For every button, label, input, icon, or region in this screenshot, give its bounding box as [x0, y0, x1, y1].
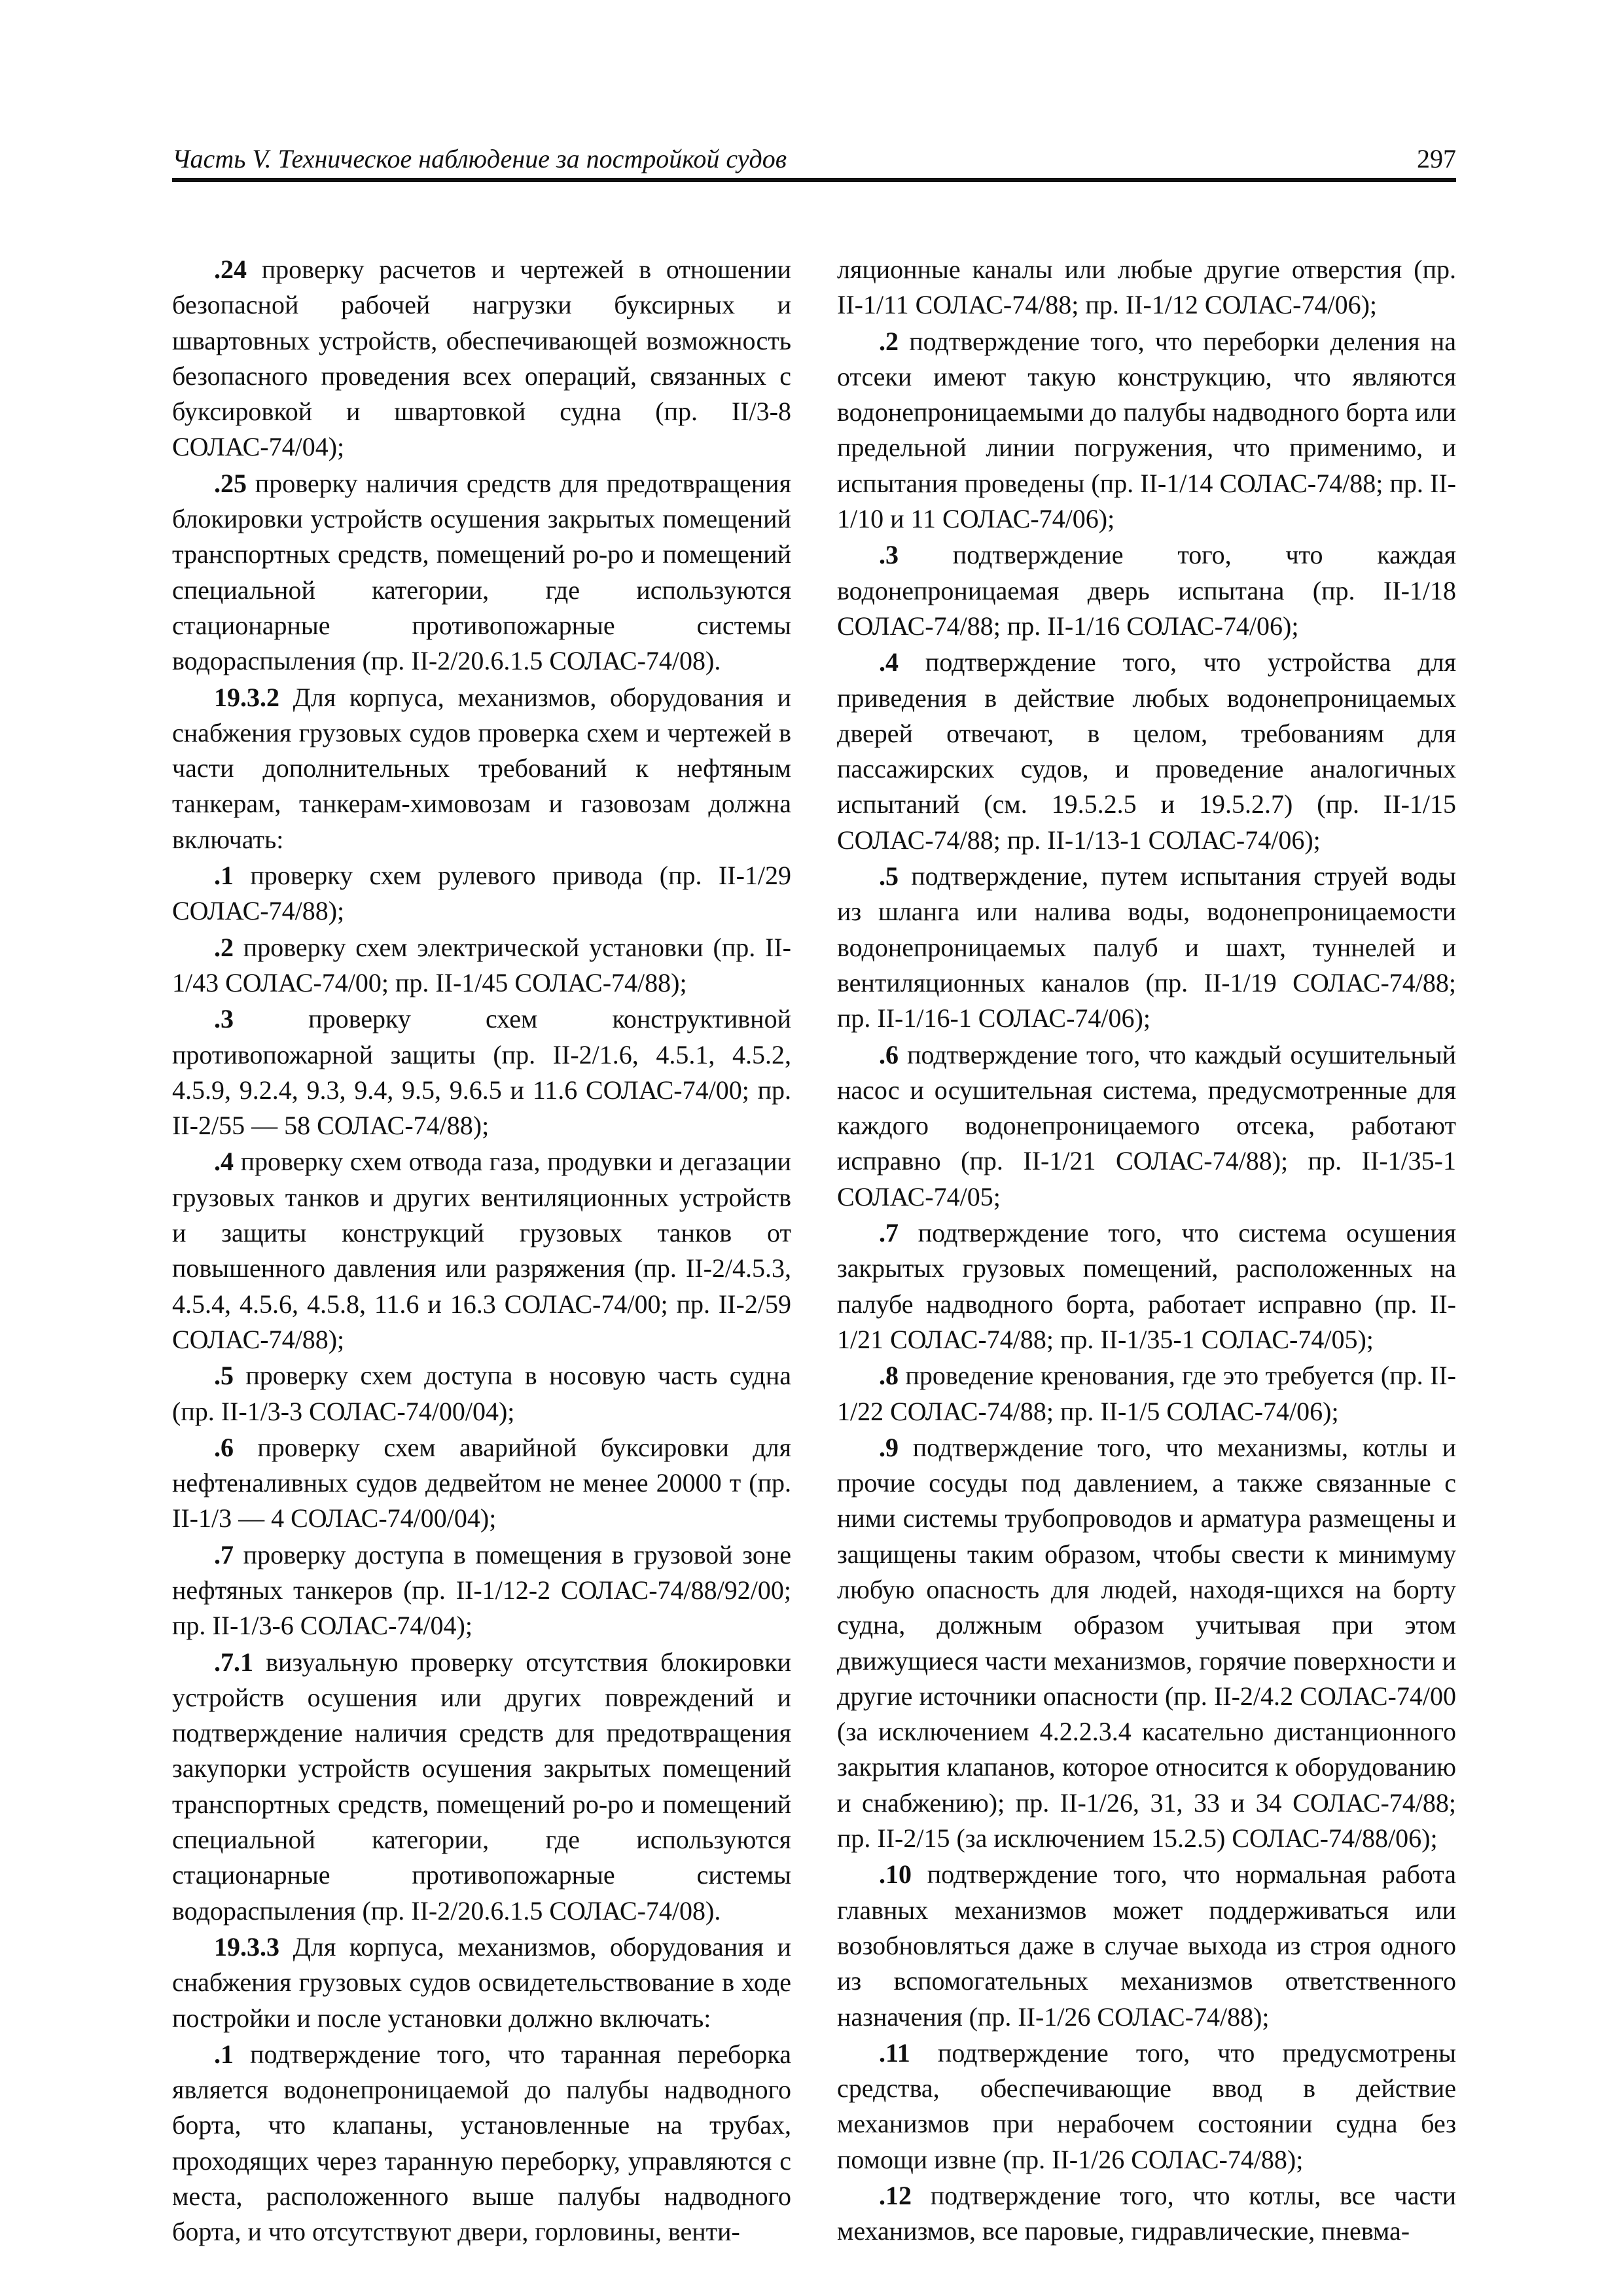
clause-text: проверку схем рулевого привода (пр. II-1/29 СОЛАС-74/88); [172, 861, 791, 926]
clause-paragraph [172, 1001, 791, 1143]
clause-number: .5 [214, 1361, 234, 1391]
clause-paragraph [837, 1430, 1456, 1857]
header-title: Часть V. Техническое наблюдение за постройкой судов [172, 144, 787, 173]
page-number: 297 [1417, 144, 1456, 173]
continued-paragraph: ляционные каналы или любые другие отверстия (пр. II-1/11 СОЛАС-74/88; пр. II-1/12 СОЛАС-74/06); [837, 255, 1456, 320]
clause-text: проверку схем аварийной буксировки для нефтеналивных судов дедвейтом не менее 20000 т (пр. II-1/3 — 4 СОЛАС-74/00/04); [172, 1432, 791, 1534]
clause-number: .7.1 [214, 1647, 253, 1677]
clause-text: подтверждение того, что таранная переборка является водонепроницаемой до палубы надводного борта, что клапаны, установленные на трубах, проходящих через таранную переборку, управляются с места, расположенного выше палубы надводного борта, и что отсутствуют двери, горловины, венти- [172, 2039, 791, 2247]
clause-paragraph [837, 324, 1456, 537]
clause-number: .11 [879, 2037, 910, 2068]
clause-paragraph [172, 1537, 791, 1644]
clause-paragraph [172, 930, 791, 1001]
clause-text: проверку схем конструктивной противопожарной защиты (пр. II-2/1.6, 4.5.1, 4.5.2, 4.5.9, 9.2.4, 9.3, 9.4, 9.5, 9.6.5 и 11.6 СОЛАС-74/00; пр. II-2/55 — 58 СОЛАС-74/88); [172, 1004, 791, 1141]
clause-number: .3 [879, 540, 899, 570]
clause-text: подтверждение того, что котлы, все части механизмов, все паровые, гидравлические, пневма- [837, 2181, 1456, 2246]
clause-number: .10 [879, 1859, 912, 1890]
clause-paragraph [172, 252, 791, 465]
clause-text: подтверждение того, что каждый осушительный насос и осушительная система, предусмотренные для каждого водонепроницаемого отсека, работают исправно (пр. II-1/21 СОЛАС-74/88); пр. II-1/35-1 СОЛАС-74/05; [837, 1039, 1456, 1211]
clause-text: проверку схем электрической установки (пр. II-1/43 СОЛАС-74/00; пр. II-1/45 СОЛАС-74/88); [172, 932, 791, 997]
clause-paragraph [172, 1645, 791, 1929]
clause-paragraph [172, 1358, 791, 1429]
clause-number: .4 [879, 647, 899, 677]
clause-paragraph [837, 1037, 1456, 1215]
clause-number: .1 [214, 2039, 234, 2069]
running-header [172, 143, 1456, 182]
clause-number: .3 [214, 1004, 234, 1034]
clause-paragraph [172, 466, 791, 679]
clause-number: .9 [879, 1432, 899, 1462]
clause-text: проверку схем отвода газа, продувки и дегазации грузовых танков и других вентиляционных устройств и защиты конструкций грузовых танков от повышенного давления или разряжения (пр. II-2/4.5.3, 4.5.4, 4.5.6, 4.5.8, 11.6 и 16.3 СОЛАС-74/00; пр. II-2/59 СОЛАС-74/88); [172, 1147, 791, 1354]
clause-text: проведение кренования, где это требуется (пр. II-1/22 СОЛАС-74/88; пр. II-1/5 СОЛАС-74/06); [837, 1361, 1456, 1426]
clause-number: .12 [879, 2181, 912, 2211]
clause-text: подтверждение того, что система осушения закрытых грузовых помещений, расположенных на палубе надводного борта, работает исправно (пр. II-1/21 СОЛАС-74/88; пр. II-1/35-1 СОЛАС-74/05); [837, 1218, 1456, 1354]
clause-paragraph [837, 537, 1456, 644]
clause-paragraph [172, 1929, 791, 2036]
clause-number: .6 [879, 1039, 899, 1069]
clause-number: .7 [879, 1218, 899, 1248]
clause-number: .4 [214, 1147, 234, 1177]
clause-number: .7 [214, 1539, 234, 1570]
clause-paragraph [837, 1215, 1456, 1357]
clause-number: .5 [879, 861, 899, 891]
clause-paragraph [172, 1430, 791, 1537]
clause-paragraph [837, 2178, 1456, 2250]
clause-number: .25 [214, 468, 247, 498]
clause-text: проверку наличия средств для предотвращения блокировки устройств осушения закрытых помещений транспортных средств, помещений ро-ро и помещений специальной категории, где используются стационарные противопожарные системы водораспыления (пр. II-2/20.6.1.5 СОЛАС-74/08). [172, 468, 791, 676]
clause-paragraph [837, 2036, 1456, 2178]
clause-paragraph [837, 1358, 1456, 1429]
clause-text: визуальную проверку отсутствия блокировки устройств осушения или других повреждений и подтверждение наличия средств для предотвращения закупорки устройств осушения закрытых помещений транспортных средств, помещений ро-ро и помещений специальной категории, где используются стационарные противопожарные системы водораспыления (пр. II-2/20.6.1.5 СОЛАС-74/08). [172, 1647, 791, 1926]
clause-text: подтверждение того, что предусмотрены средства, обеспечивающие ввод в действие механизмов при нерабочем состоянии судна без помощи извне (пр. II-1/26 СОЛАС-74/88); [837, 2037, 1456, 2174]
clause-paragraph [172, 1144, 791, 1357]
left-column [172, 252, 791, 2251]
right-column [837, 252, 1456, 2250]
clause-number: .2 [879, 326, 899, 356]
clause-text: проверку схем доступа в носовую часть судна (пр. II-1/3-3 СОЛАС-74/00/04); [172, 1361, 791, 1426]
clause-paragraph [837, 1857, 1456, 2034]
clause-number: 19.3.2 [214, 682, 279, 712]
clause-paragraph [837, 645, 1456, 858]
clause-text: подтверждение того, что устройства для приведения в действие любых водонепроницаемых дверей отвечают, в целом, требованиям для пассажирских судов, и проведение аналогичных испытаний (см. 19.5.2.5 и 19.5.2.7) (пр. II-1/15 СОЛАС-74/88; пр. II-1/13-1 СОЛАС-74/06); [837, 647, 1456, 855]
clause-paragraph [172, 2037, 791, 2250]
clause-paragraph [172, 858, 791, 929]
clause-number: 19.3.3 [214, 1931, 279, 1962]
clause-text: Для корпуса, механизмов, оборудования и снабжения грузовых судов освидетельствование в ходе постройки и после установки должно включать: [172, 1931, 791, 2033]
clause-paragraph [172, 680, 791, 857]
clause-number: .6 [214, 1432, 234, 1462]
clause-text: подтверждение, путем испытания струей воды из шланга или налива воды, водонепроницаемости водонепроницаемых палуб и шахт, туннелей и вентиляционных каналов (пр. II-1/19 СОЛАС-74/88; пр. II-1/16-1 СОЛАС-74/06); [837, 861, 1456, 1033]
clause-number: .24 [214, 255, 247, 284]
clause-text: подтверждение того, что нормальная работа главных механизмов может поддерживаться или возобновляться даже в случае выхода из строя одного из вспомогательных механизмов ответственного назначения (пр. II-1/26 СОЛАС-74/88); [837, 1859, 1456, 2032]
clause-number: .1 [214, 861, 234, 891]
clause-text: подтверждение того, что каждая водонепроницаемая дверь испытана (пр. II-1/18 СОЛАС-74/88; пр. II-1/16 СОЛАС-74/06); [837, 540, 1456, 641]
clause-text: проверку доступа в помещения в грузовой зоне нефтяных танкеров (пр. II-1/12-2 СОЛАС-74/88/92/00; пр. II-1/3-6 СОЛАС-74/04); [172, 1539, 791, 1641]
clause-text: подтверждение того, что переборки деления на отсеки имеют такую конструкцию, что являются водонепроницаемыми до палубы надводного борта или предельной линии погружения, что применимо, и испытания проведены (пр. II-1/14 СОЛАС-74/88; пр. II-1/10 и 11 СОЛАС-74/06); [837, 326, 1456, 534]
clause-number: .2 [214, 932, 234, 962]
clause-paragraph [837, 859, 1456, 1036]
clause-text: Для корпуса, механизмов, оборудования и снабжения грузовых судов проверка схем и чертежей в части дополнительных требований к нефтяным танкерам, танкерам-химовозам и газовозам должна включать: [172, 682, 791, 854]
clause-number: .8 [879, 1361, 899, 1391]
clause-text: подтверждение того, что механизмы, котлы и прочие сосуды под давлением, а также связанные с ними системы трубопроводов и арматура размещены и защищены таким образом, чтобы свести к минимуму любую опасность для людей, находя-щихся на борту судна, должным образом учитывая при этом движущиеся части механизмов, горячие поверхности и другие источники опасности (пр. II-2/4.2 СОЛАС-74/00 (за исключением 4.2.2.3.4 касательно дистанционного закрытия клапанов, которое относится к оборудованию и снабжению); пр. II-1/26, 31, 33 и 34 СОЛАС-74/88; пр. II-2/15 (за исключением 15.2.5) СОЛАС-74/88/06); [837, 1432, 1456, 1854]
clause-text: проверку расчетов и чертежей в отношении безопасной рабочей нагрузки буксирных и швартовных устройств, обеспечивающей возможность безопасного проведения всех операций, связанных с буксировкой и швартовкой судна (пр. II/3-8 СОЛАС-74/04); [172, 255, 791, 462]
